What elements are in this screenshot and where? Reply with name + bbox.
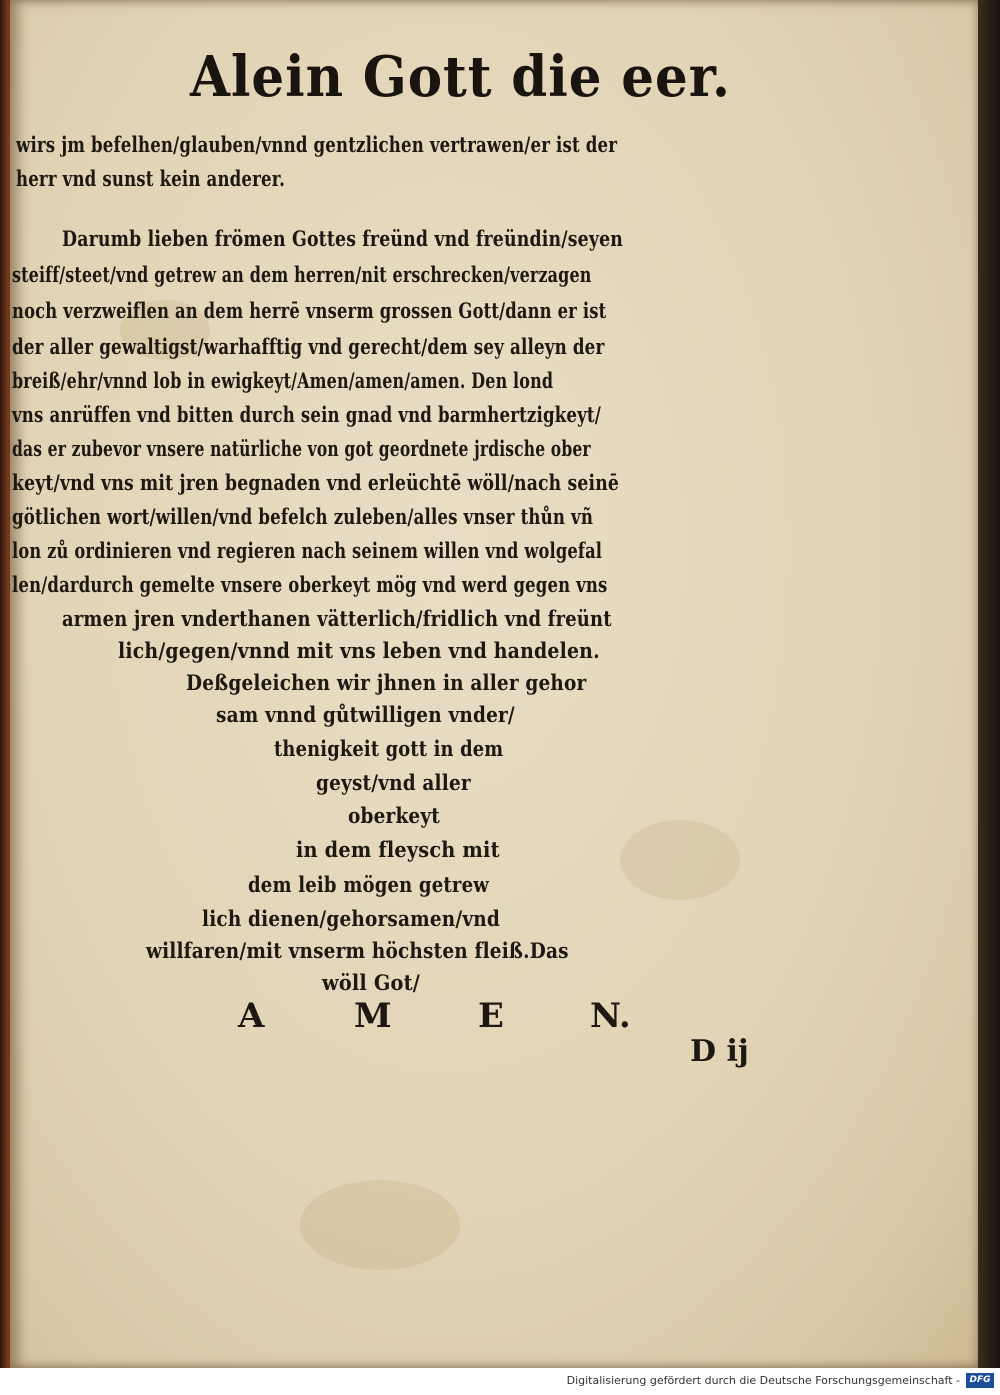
text-line: breiß/ehr/vnnd lob in ewigkeyt/Amen/amen/amen. Den lond	[12, 368, 554, 393]
signature-mark: D ij	[690, 1034, 749, 1069]
text-line: vns anrüffen vnd bitten durch sein gnad vnd barmhertzigkeyt/	[12, 402, 601, 427]
text-line: Darumb lieben frömen Gottes freünd vnd freündin/seyen	[62, 226, 624, 251]
text-line: len/dardurch gemelte vnsere oberkeyt mög vnd werd gegen vns	[12, 572, 608, 597]
paper-stain	[620, 820, 740, 900]
footer-credit: Digitalisierung gefördert durch die Deutsche Forschungsgemeinschaft -	[566, 1374, 960, 1387]
text-line: steiff/steet/vnd getrew an dem herren/nit erschrecken/verzagen	[12, 262, 592, 287]
page-heading: Alein Gott die eer.	[190, 44, 731, 110]
text-line: thenigkeit gott in dem	[274, 736, 504, 761]
amen-letter: N.	[590, 996, 631, 1036]
amen-letter: A	[238, 996, 265, 1036]
text-line: sam vnnd gůtwilligen vnder/	[216, 702, 515, 727]
text-line: dem leib mögen getrew	[248, 872, 489, 897]
text-line: lich dienen/gehorsamen/vnd	[202, 906, 500, 931]
text-line: wirs jm befelhen/glauben/vnnd gentzlichen vertrawen/er ist der	[16, 132, 618, 157]
text-line: armen jren vnderthanen vätterlich/fridlich vnd freünt	[62, 606, 612, 631]
text-line: geyst/vnd aller	[316, 770, 471, 795]
text-line: lich/gegen/vnnd mit vns leben vnd handelen.	[118, 638, 600, 663]
page-edge	[978, 0, 1000, 1368]
dfg-logo[interactable]: DFG	[966, 1373, 994, 1388]
text-line: in dem fleysch mit	[296, 837, 500, 862]
amen-letter: E	[478, 996, 504, 1036]
paper-stain	[300, 1180, 460, 1270]
text-line: willfaren/mit vnserm höchsten fleiß.Das	[146, 938, 569, 963]
text-line: lon zů ordinieren vnd regieren nach seinem willen vnd wolgefal	[12, 538, 603, 563]
text-line: der aller gewaltigst/warhafftig vnd gerecht/dem sey alleyn der	[12, 334, 605, 359]
text-line: Deßgeleichen wir jhnen in aller gehor	[186, 670, 587, 695]
text-line: oberkeyt	[348, 803, 440, 828]
text-line: herr vnd sunst kein anderer.	[16, 166, 286, 191]
amen-letter: M	[354, 996, 392, 1036]
text-line: wöll Got/	[322, 970, 420, 995]
text-line: noch verzweiflen an dem herrē vnserm grossen Gott/dann er ist	[12, 298, 607, 323]
text-line: götlichen wort/willen/vnd befelch zuleben/alles vnser thůn vñ	[12, 504, 594, 529]
text-line: das er zubevor vnsere natürliche von got geordnete jrdische ober	[12, 436, 591, 461]
text-line: keyt/vnd vns mit jren begnaden vnd erleüchtē wöll/nach seinē	[12, 470, 620, 495]
